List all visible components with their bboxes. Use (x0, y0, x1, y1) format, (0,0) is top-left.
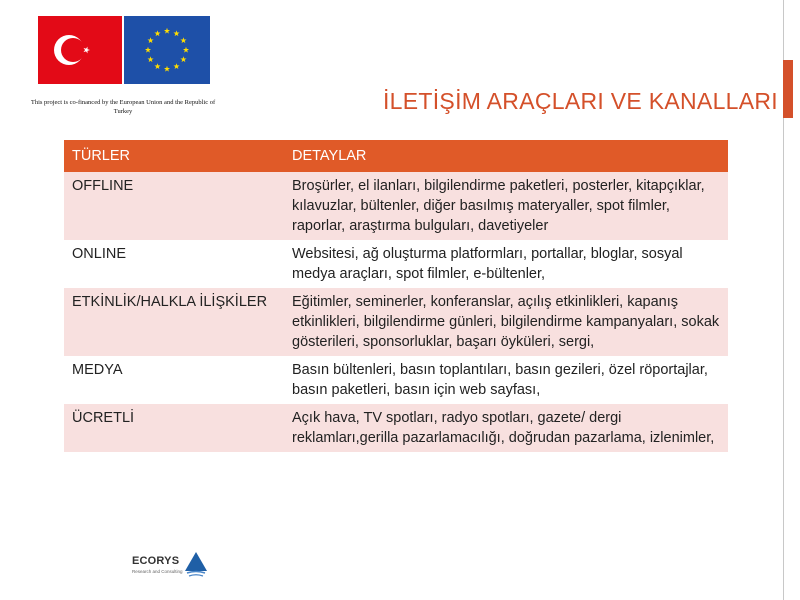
details-cell: Eğitimler, seminerler, konferanslar, açılış etkinlikleri, kapanış etkinlikleri, bilgilendirme günleri, bilgilendirme kampanyaları, sokak gösterileri, sponsorluklar, başarı öyküleri, sergi, (284, 288, 728, 356)
table-row (64, 404, 728, 452)
channels-table (64, 140, 728, 452)
cofinance-note: This project is co-financed by the European Union and the Republic of Turkey (30, 99, 216, 115)
type-cell: ETKİNLİK/HALKLA İLİŞKİLER (64, 288, 284, 356)
details-cell: Broşürler, el ilanları, bilgilendirme paketleri, posterler, kitapçıklar, kılavuzlar, bültenler, diğer basılmış materyaller, spot filmler, raporlar, araştırma bulguları, davetiyeler (284, 172, 728, 240)
table-row (64, 240, 728, 288)
eu-flag-icon (124, 16, 210, 84)
details-cell: Açık hava, TV spotları, radyo spotları, gazete/ dergi reklamları,gerilla pazarlamacılığı, doğrudan pazarlama, izlenimler, (284, 404, 728, 452)
turkey-flag-icon (38, 16, 122, 84)
ecorys-tagline: Research and Consulting (132, 569, 183, 574)
right-decor-bar (783, 0, 800, 600)
page-title: İLETİŞİM ARAÇLARI VE KANALLARI (382, 88, 778, 114)
title-accent-bar (783, 60, 793, 118)
type-cell: MEDYA (64, 356, 284, 404)
type-cell: ÜCRETLİ (64, 404, 284, 452)
details-cell: Websitesi, ağ oluşturma platformları, portallar, bloglar, sosyal medya araçları, spot filmler, e-bültenler, (284, 240, 728, 288)
column-header-details: DETAYLAR (284, 140, 728, 172)
type-cell: ONLINE (64, 240, 284, 288)
ecorys-triangle-icon (184, 551, 208, 579)
details-cell: Basın bültenleri, basın toplantıları, basın gezileri, özel röportajlar, basın paketleri, basın için web sayfası, (284, 356, 728, 404)
ecorys-logo (132, 550, 212, 584)
ecorys-wordmark: ECORYS (132, 555, 180, 567)
table-row (64, 356, 728, 404)
flags-logo (38, 16, 210, 84)
column-header-types: TÜRLER (64, 140, 284, 172)
table-header-row (64, 140, 728, 172)
table-row (64, 288, 728, 356)
type-cell: OFFLINE (64, 172, 284, 240)
table-row (64, 172, 728, 240)
